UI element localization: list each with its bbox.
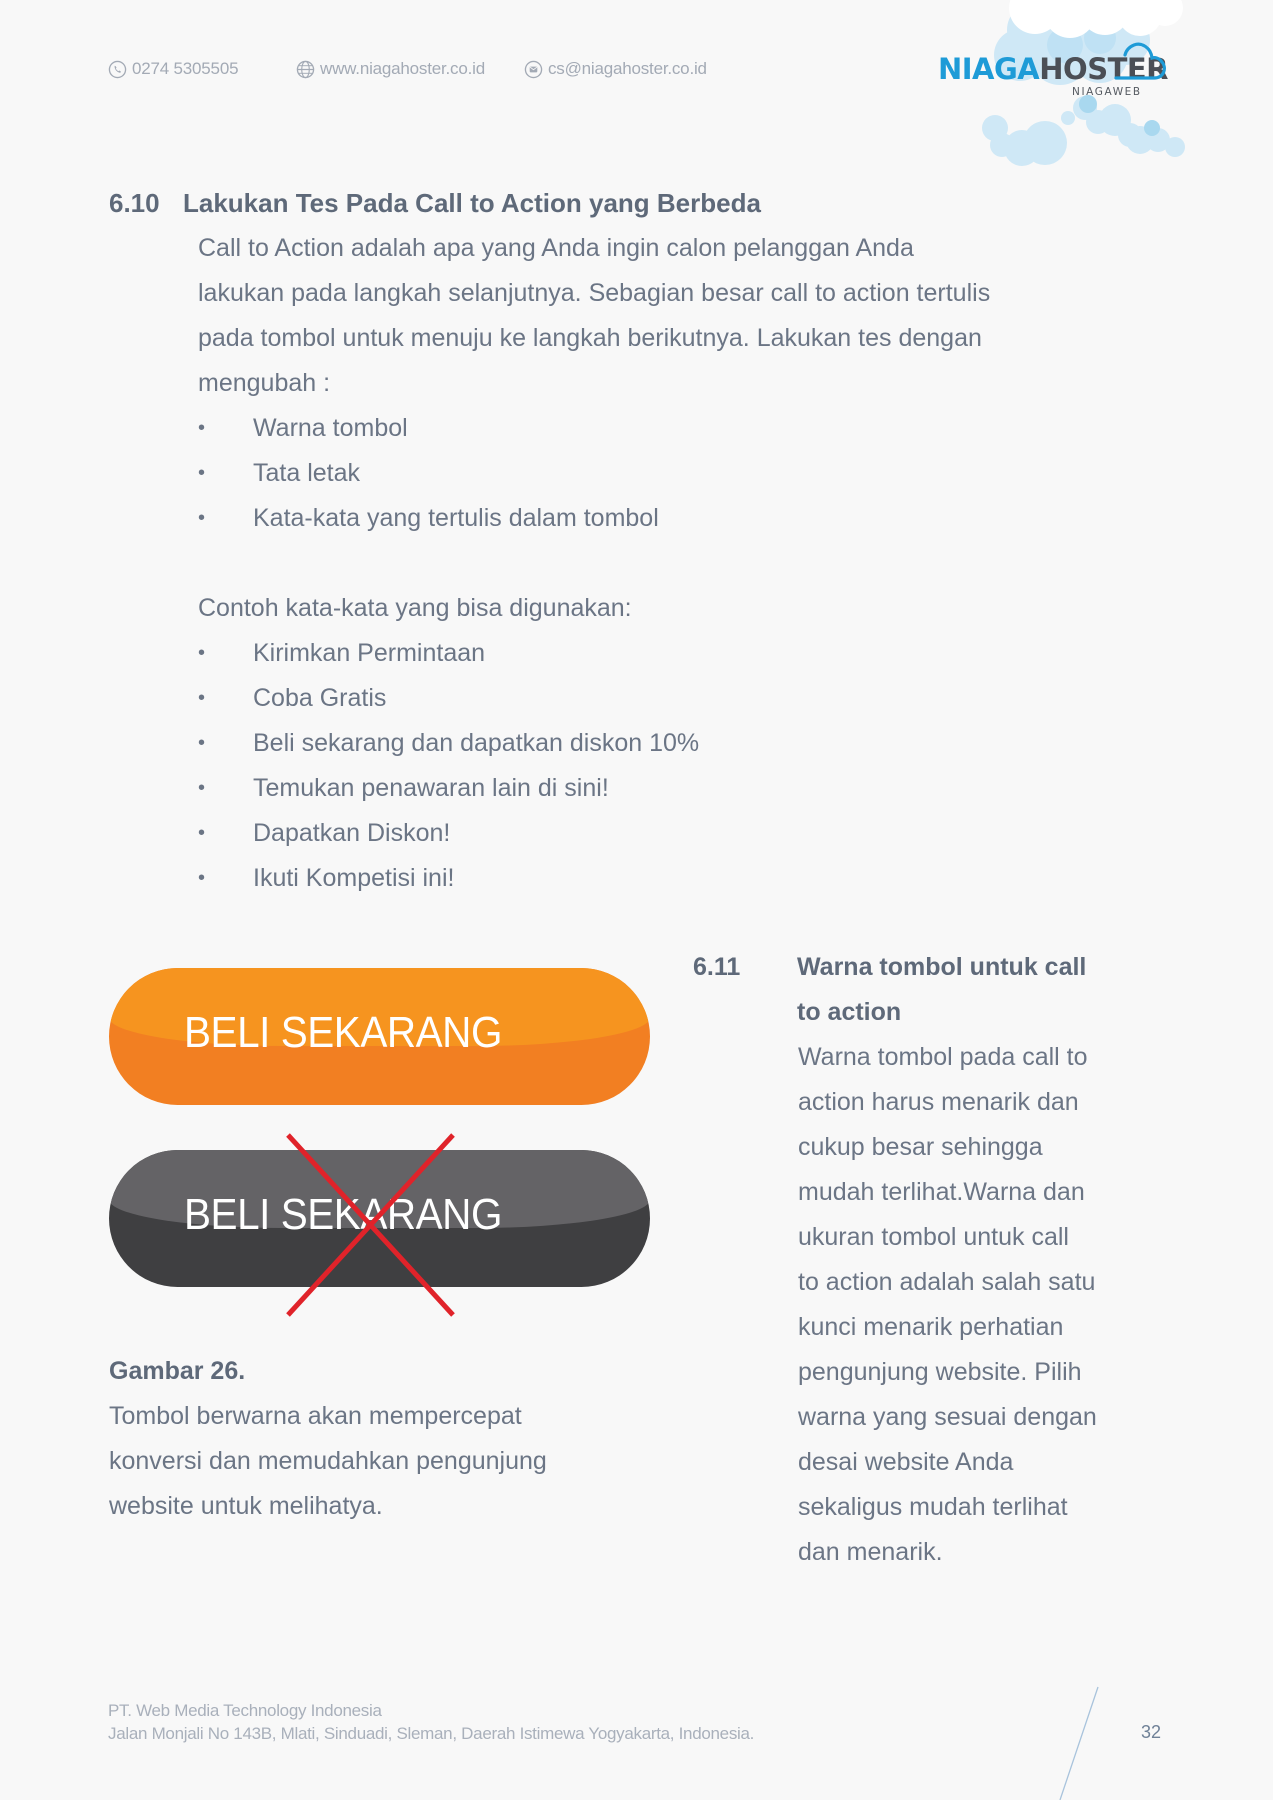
section-611-paragraph (798, 1035, 1097, 1575)
globe-icon (296, 60, 315, 79)
logo-subtitle: NIAGAWEB (1072, 86, 1142, 98)
phone-number: 0274 5305505 (132, 59, 239, 78)
bullet-icon: • (198, 867, 206, 889)
paragraph-line: sekaligus mudah terlihat (798, 1493, 1068, 1521)
paragraph-line: kunci menarik perhatian (798, 1313, 1064, 1341)
cta-label: BELI SEKARANG (184, 1008, 502, 1057)
cloud-logo-icon (1110, 38, 1170, 86)
bullet-icon: • (198, 777, 206, 799)
email-icon (524, 60, 543, 79)
logo-niaga: NIAGA (938, 52, 1040, 86)
paragraph-line: mengubah : (198, 369, 331, 397)
list-item: • Kata-kata yang tertulis dalam tombol (198, 496, 898, 541)
logo-hoster: HOSTER (1039, 52, 1168, 86)
cta-button-orange-example (109, 968, 650, 1105)
paragraph-line: action harus menarik dan (798, 1088, 1079, 1116)
contact-phone (108, 58, 238, 80)
website-link[interactable]: www.niagahoster.co.id (320, 59, 485, 78)
section-number-610: 6.10 (109, 188, 160, 218)
caption-line: website untuk melihatya. (109, 1492, 383, 1520)
list-item: • Warna tombol (198, 406, 898, 451)
paragraph-line: warna yang sesuai dengan (798, 1403, 1097, 1431)
bullet-icon: • (198, 732, 206, 754)
examples-intro: Contoh kata-kata yang bisa digunakan: (198, 594, 632, 622)
bullet-icon: • (198, 507, 206, 529)
page-number: 32 (1141, 1722, 1162, 1742)
paragraph-line: pada tombol untuk menuju ke langkah berikutnya. Lakukan tes dengan (198, 324, 982, 352)
figure-caption (109, 1394, 547, 1529)
section-title-611: Warna tombol untuk call to action (797, 953, 1087, 1026)
section-610-paragraph (198, 226, 990, 406)
list-item: • Kirimkan Permintaan (198, 631, 898, 676)
list-item: • Temukan penawaran lain di sini! (198, 766, 898, 811)
examples-list (198, 631, 898, 901)
paragraph-line: lakukan pada langkah selanjutnya. Sebagian besar call to action tertulis (198, 279, 991, 307)
list-item: • Tata letak (198, 451, 898, 496)
red-cross-icon (280, 1130, 460, 1320)
bullet-icon: • (198, 642, 206, 664)
list-item: • Coba Gratis (198, 676, 898, 721)
list-item: • Beli sekarang dan dapatkan diskon 10% (198, 721, 898, 766)
phone-icon (108, 60, 127, 79)
cta-label: BELI SEKARANG (184, 1190, 502, 1239)
footer-company: PT. Web Media Technology Indonesia (108, 1701, 382, 1720)
paragraph-line: cukup besar sehingga (798, 1133, 1043, 1161)
contact-email[interactable] (524, 58, 707, 80)
list-item: • Dapatkan Diskon! (198, 811, 898, 856)
section-title-610: Lakukan Tes Pada Call to Action yang Berbeda (183, 188, 761, 218)
bullet-icon: • (198, 687, 206, 709)
email-link[interactable]: cs@niagahoster.co.id (548, 59, 707, 78)
footer-address: Jalan Monjali No 143B, Mlati, Sinduadi, Sleman, Daerah Istimewa Yogyakarta, Indonesia. (108, 1724, 755, 1743)
caption-line: konversi dan memudahkan pengunjung (109, 1447, 547, 1475)
paragraph-line: mudah terlihat.Warna dan (798, 1178, 1085, 1206)
contact-website[interactable] (296, 58, 485, 80)
paragraph-line: to action adalah salah satu (798, 1268, 1096, 1296)
bullet-icon: • (198, 417, 206, 439)
change-list (198, 406, 898, 541)
paragraph-line: dan menarik. (798, 1538, 943, 1566)
paragraph-line: pengunjung website. Pilih (798, 1358, 1082, 1386)
paragraph-line: Call to Action adalah apa yang Anda ingin calon pelanggan Anda (198, 234, 914, 262)
paragraph-line: desai website Anda (798, 1448, 1014, 1476)
figure-caption-title: Gambar 26. (109, 1357, 246, 1385)
paragraph-line: Warna tombol pada call to (798, 1043, 1088, 1071)
bullet-icon: • (198, 462, 206, 484)
caption-line: Tombol berwarna akan mempercepat (109, 1402, 522, 1430)
list-item: • Ikuti Kompetisi ini! (198, 856, 898, 901)
paragraph-line: ukuran tombol untuk call (798, 1223, 1069, 1251)
section-number-611: 6.11 (693, 953, 741, 981)
bullet-icon: • (198, 822, 206, 844)
footer-divider-line (1055, 1685, 1105, 1800)
